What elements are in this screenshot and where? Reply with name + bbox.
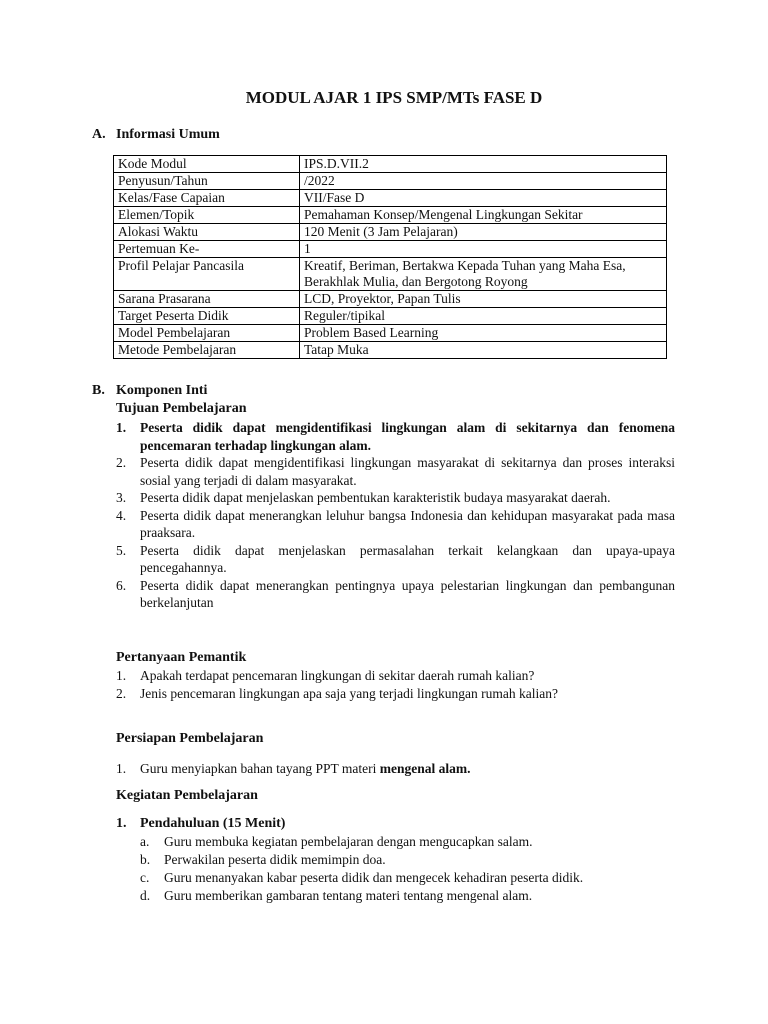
pemantik-heading: Pertanyaan Pemantik — [116, 650, 247, 665]
table-row — [114, 241, 667, 258]
page-title: MODUL AJAR 1 IPS SMP/MTs FASE D — [245, 88, 543, 107]
section-b-letter: B. — [92, 383, 105, 398]
table-value: 1 — [300, 241, 667, 258]
list-number: 6. — [116, 577, 127, 593]
persiapan-heading: Persiapan Pembelajaran — [116, 731, 264, 746]
table-value: Pemahaman Konsep/Mengenal Lingkungan Sekitar — [300, 207, 667, 224]
section-a-letter: A. — [92, 127, 106, 142]
table-row — [114, 156, 667, 173]
table-value: Problem Based Learning — [300, 325, 667, 342]
table-key: Sarana Prasarana — [114, 291, 300, 308]
table-value: VII/Fase D — [300, 190, 667, 207]
tujuan-heading: Tujuan Pembelajaran — [116, 401, 247, 416]
list-item — [116, 542, 675, 577]
list-number: 5. — [116, 542, 127, 558]
section-a-title: Informasi Umum — [116, 127, 220, 142]
section-a-heading — [92, 127, 220, 143]
table-value: 120 Menit (3 Jam Pelajaran) — [300, 224, 667, 241]
list-text: Perwakilan peserta didik memimpin doa. — [164, 852, 386, 867]
list-text: Peserta didik dapat menerangkan pentingnya upaya pelestarian lingkungan dan pembangunan berkelanjutan — [140, 577, 675, 610]
table-key: Target Peserta Didik — [114, 308, 300, 325]
list-text: Apakah terdapat pencemaran lingkungan di sekitar daerah rumah kalian? — [140, 668, 535, 683]
kegiatan-item — [140, 833, 532, 850]
list-text: Guru menyiapkan bahan tayang PPT materi — [140, 761, 380, 776]
list-text: Guru membuka kegiatan pembelajaran dengan mengucapkan salam. — [164, 834, 533, 849]
list-letter: b. — [140, 852, 151, 867]
list-item — [116, 577, 675, 612]
table-value: Tatap Muka — [300, 342, 667, 359]
table-key: Metode Pembelajaran — [114, 342, 300, 359]
info-table — [113, 155, 667, 359]
list-letter: a. — [140, 834, 150, 849]
table-row — [114, 207, 667, 224]
table-row — [114, 258, 667, 291]
table-value: Reguler/tipikal — [300, 308, 667, 325]
list-text: Guru menanyakan kabar peserta didik dan mengecek kehadiran peserta didik. — [164, 870, 584, 885]
list-text: Jenis pencemaran lingkungan apa saja yang terjadi lingkungan rumah kalian? — [140, 686, 558, 701]
table-key: Penyusun/Tahun — [114, 173, 300, 190]
list-item — [116, 419, 675, 454]
table-key: Kode Modul — [114, 156, 300, 173]
section-b-heading — [92, 383, 207, 399]
list-text: Peserta didik dapat menjelaskan pembentukan karakteristik budaya masyarakat daerah. — [140, 490, 611, 505]
table-value: LCD, Proyektor, Papan Tulis — [300, 291, 667, 308]
pemantik-item — [116, 685, 558, 702]
table-row — [114, 173, 667, 190]
table-value: IPS.D.VII.2 — [300, 156, 667, 173]
table-row — [114, 325, 667, 342]
table-key: Pertemuan Ke- — [114, 241, 300, 258]
table-key: Profil Pelajar Pancasila — [114, 258, 300, 291]
table-row — [114, 308, 667, 325]
pemantik-item — [116, 667, 534, 684]
kegiatan-item — [140, 851, 386, 868]
table-value: Kreatif, Beriman, Bertakwa Kepada Tuhan yang Maha Esa, Berakhlak Mulia, dan Bergotong Royong — [300, 258, 667, 291]
list-text: Peserta didik dapat mengidentifikasi lingkungan alam di sekitarnya dan fenomena pencemaran terhadap lingkungan alam. — [140, 420, 675, 453]
list-number: 2. — [116, 455, 127, 470]
list-text: Peserta didik dapat menerangkan leluhur bangsa Indonesia dan kehidupan masyarakat pada masa praaksara. — [140, 507, 675, 540]
kegiatan-item — [140, 869, 583, 886]
list-text: Peserta didik dapat mengidentifikasi lingkungan masyarakat di sekitarnya dan proses interaksi sosial yang terjadi di dalam masyarakat. — [140, 455, 675, 488]
list-number: 2. — [116, 686, 127, 701]
list-letter: c. — [140, 870, 150, 885]
table-key: Model Pembelajaran — [114, 325, 300, 342]
tujuan-list — [116, 419, 675, 612]
list-number: 3. — [116, 490, 127, 505]
table-row — [114, 190, 667, 207]
list-item — [116, 489, 675, 507]
kegiatan-heading: Kegiatan Pembelajaran — [116, 788, 258, 803]
persiapan-item — [116, 760, 470, 777]
pendahuluan-heading — [116, 815, 285, 832]
table-key: Alokasi Waktu — [114, 224, 300, 241]
list-item — [116, 507, 675, 542]
section-b-title: Komponen Inti — [116, 383, 208, 398]
list-text: Guru memberikan gambaran tentang materi tentang mengenal alam. — [164, 888, 533, 903]
list-letter: d. — [140, 888, 151, 903]
list-text-bold: mengenal alam. — [379, 761, 471, 776]
table-key: Elemen/Topik — [114, 207, 300, 224]
list-number: 4. — [116, 507, 127, 523]
table-row — [114, 224, 667, 241]
list-number: 1. — [116, 816, 127, 831]
kegiatan-item — [140, 887, 532, 904]
list-text: Pendahuluan (15 Menit) — [140, 816, 286, 831]
table-row — [114, 291, 667, 308]
table-row — [114, 342, 667, 359]
list-item — [116, 454, 675, 489]
list-text: Peserta didik dapat menjelaskan permasalahan terkait kelangkaan dan upaya-upaya pencegahannya. — [140, 542, 675, 575]
table-value: /2022 — [300, 173, 667, 190]
list-number: 1. — [116, 668, 127, 683]
table-key: Kelas/Fase Capaian — [114, 190, 300, 207]
list-number: 1. — [116, 761, 127, 776]
list-number: 1. — [116, 420, 127, 435]
